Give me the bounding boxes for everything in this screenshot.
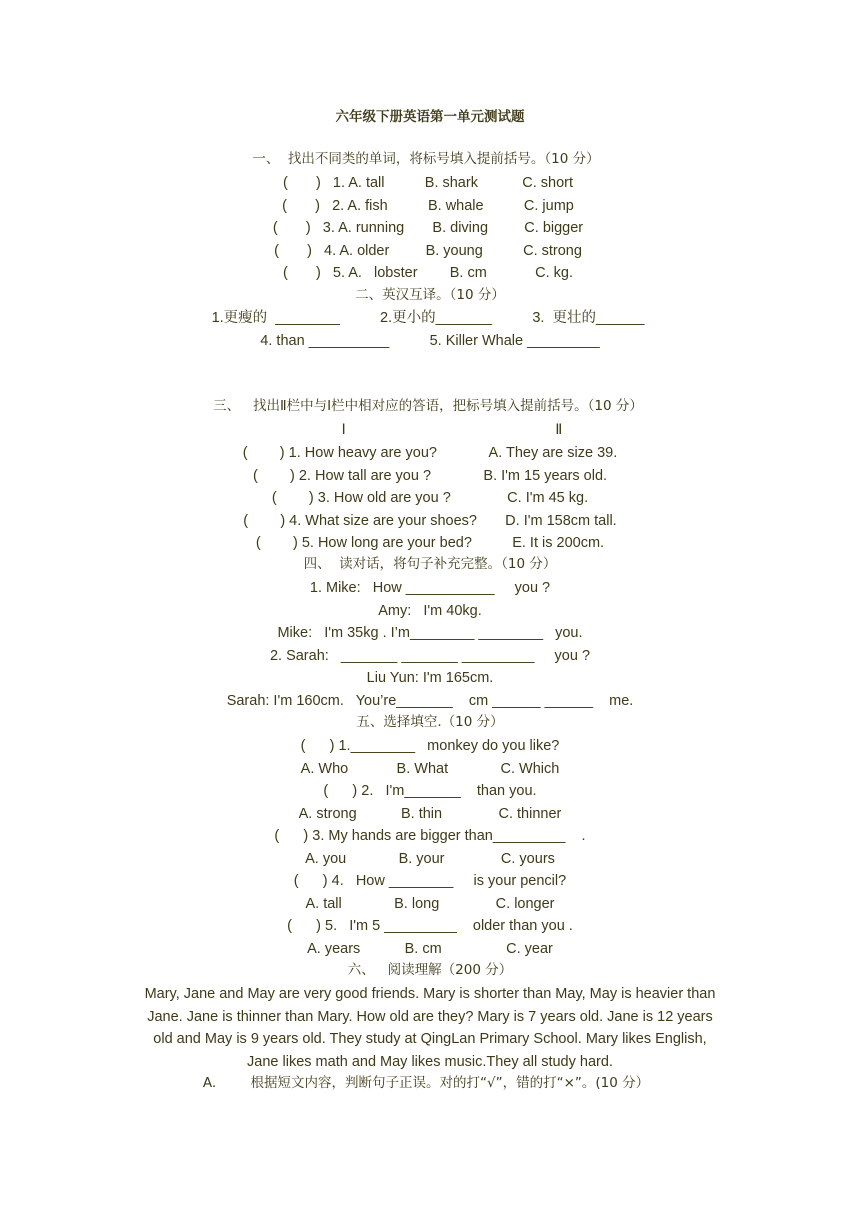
s5-q5: ( ) 5. I'm 5 _________ older than you . <box>287 918 573 934</box>
reading-line-1: Mary, Jane and May are very good friends. Mary is shorter than May, May is heavier than <box>144 986 716 1002</box>
s5-q1: ( ) 1.________ monkey do you like? <box>300 738 560 754</box>
s5-q4-options: A. tall B. long C. longer <box>305 896 555 912</box>
s3-row-2: ( ) 2. How tall are you ? B. I'm 15 years old. <box>252 468 608 484</box>
s4-row-1: 1. Mike: How ___________ you ? <box>309 580 551 596</box>
s1-row-2: ( ) 2. A. fish B. whale C. jump <box>282 198 574 214</box>
s4-row-2: Amy: I'm 40kg. <box>378 603 482 619</box>
s4-row-3: Mike: I'm 35kg . I’m________ ________ you. <box>277 625 583 641</box>
s1-row-3: ( ) 3. A. running B. diving C. bigger <box>272 220 584 236</box>
section-5-heading: 五、选择填空.（10 分） <box>356 714 504 730</box>
s5-q1-options: A. Who B. What C. Which <box>300 761 560 777</box>
s3-row-5: ( ) 5. How long are your bed? E. It is 200cm. <box>255 535 605 551</box>
s2-row-2: 4. than __________ 5. Killer Whale _________ <box>260 333 600 349</box>
section-6-heading: 六、 阅读理解（200 分） <box>347 962 513 978</box>
s4-row-5: Liu Yun: I'm 165cm. <box>366 670 494 686</box>
reading-line-2: Jane. Jane is thinner than Mary. How old are they? Mary is 7 years old. Jane is 12 years <box>147 1009 713 1025</box>
s1-row-4: ( ) 4. A. older B. young C. strong <box>274 243 582 259</box>
reading-line-3: old and May is 9 years old. They study at QingLan Primary School. Mary likes English, <box>153 1031 707 1047</box>
doc-title: 六年级下册英语第一单元测试题 <box>335 109 525 125</box>
s4-row-4: 2. Sarah: _______ _______ _________ you ? <box>269 648 591 664</box>
s1-row-1: ( ) 1. A. tall B. shark C. short <box>282 175 574 191</box>
s3-row-1: ( ) 1. How heavy are you? A. They are size 39. <box>242 445 618 461</box>
s5-q4: ( ) 4. How ________ is your pencil? <box>293 873 567 889</box>
s5-q2-options: A. strong B. thin C. thinner <box>298 806 562 822</box>
s5-q3-options: A. you B. your C. yours <box>305 851 555 867</box>
section-4-heading: 四、 读对话，将句子补充完整。（10 分） <box>303 556 557 572</box>
section-1-heading: 一、 找出不同类的单词，将标号填入提前括号。（10 分） <box>252 151 600 167</box>
section-6-part-a: A. 根据短文内容，判断句子正误。对的打“√”，错的打“×”。(10 分） <box>202 1075 650 1091</box>
s5-q3: ( ) 3. My hands are bigger than_________ . <box>274 828 586 844</box>
s5-q5-options: A. years B. cm C. year <box>307 941 553 957</box>
s3-column-headers: Ⅰ Ⅱ <box>341 422 563 438</box>
s4-row-6: Sarah: I'm 160cm. You’re_______ cm ______ ______ me. <box>226 693 634 709</box>
s1-row-5: ( ) 5. A. lobster B. cm C. kg. <box>282 265 574 281</box>
section-2-heading: 二、英汉互译。（10 分） <box>355 287 505 303</box>
reading-line-4: Jane likes math and May likes music.They all study hard. <box>247 1054 613 1070</box>
s3-row-4: ( ) 4. What size are your shoes? D. I'm 158cm tall. <box>243 513 617 529</box>
s2-row-1: 1.更瘦的 ________ 2.更小的_______ 3. 更壮的______ <box>211 310 645 326</box>
s5-q2: ( ) 2. I'm_______ than you. <box>323 783 537 799</box>
section-3-heading: 三、 找出Ⅱ栏中与Ⅰ栏中相对应的答语，把标号填入提前括号。（10 分） <box>213 398 643 414</box>
s3-row-3: ( ) 3. How old are you ? C. I'm 45 kg. <box>271 490 589 506</box>
